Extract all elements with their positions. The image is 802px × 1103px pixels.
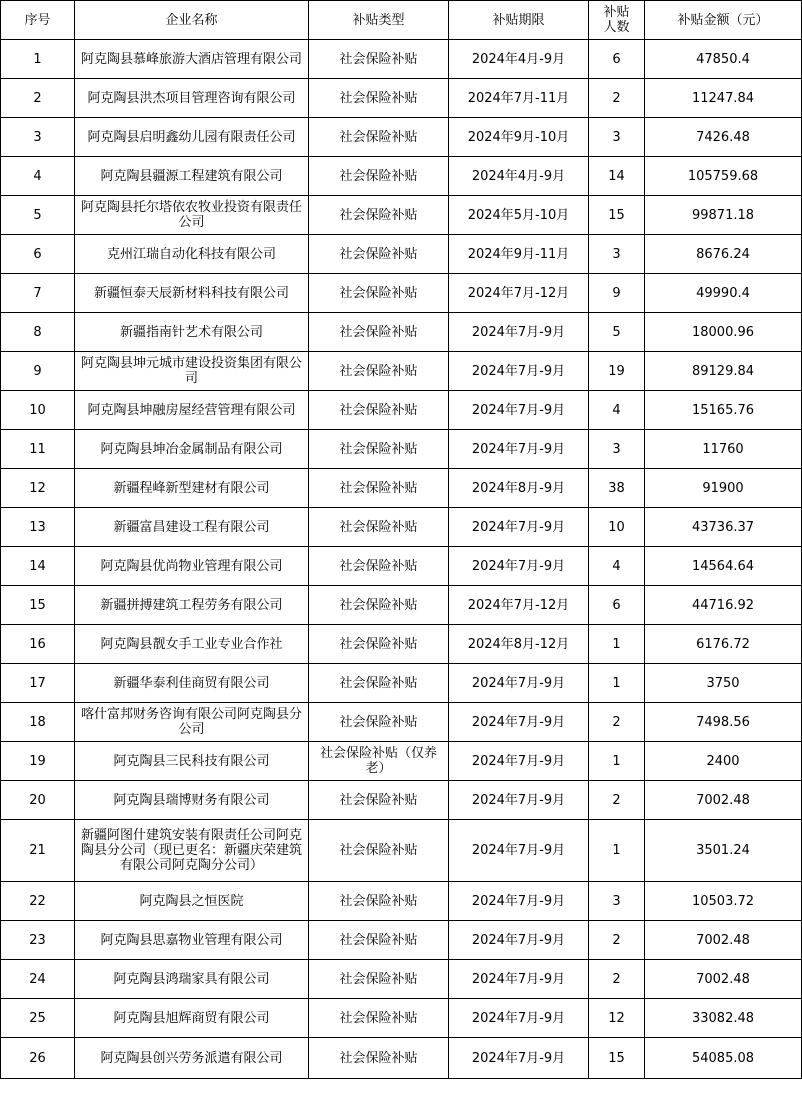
- cell-seq: 12: [1, 469, 75, 508]
- cell-period: 2024年7月-9月: [449, 703, 589, 742]
- cell-type: 社会保险补贴: [309, 157, 449, 196]
- cell-count: 1: [589, 625, 645, 664]
- cell-company: 阿克陶县思嘉物业管理有限公司: [75, 921, 309, 960]
- table-row: [1, 742, 802, 781]
- cell-period: 2024年7月-9月: [449, 508, 589, 547]
- cell-type: 社会保险补贴: [309, 118, 449, 157]
- cell-seq: 16: [1, 625, 75, 664]
- cell-period: 2024年7月-9月: [449, 742, 589, 781]
- cell-period: 2024年8月-12月: [449, 625, 589, 664]
- cell-seq: 7: [1, 274, 75, 313]
- cell-type: 社会保险补贴: [309, 1038, 449, 1079]
- cell-company: 新疆拼搏建筑工程劳务有限公司: [75, 586, 309, 625]
- cell-amount: 2400: [645, 742, 802, 781]
- cell-period: 2024年7月-9月: [449, 547, 589, 586]
- cell-type: 社会保险补贴: [309, 625, 449, 664]
- cell-company: 阿克陶县托尔塔依农牧业投资有限责任公司: [75, 196, 309, 235]
- cell-type: 社会保险补贴: [309, 469, 449, 508]
- table-header: [1, 1, 802, 40]
- table-row: [1, 352, 802, 391]
- cell-amount: 7426.48: [645, 118, 802, 157]
- header-count-line1: 补贴: [603, 5, 630, 20]
- cell-type: 社会保险补贴: [309, 391, 449, 430]
- cell-seq: 15: [1, 586, 75, 625]
- cell-seq: 24: [1, 960, 75, 999]
- cell-count: 38: [589, 469, 645, 508]
- cell-type: 社会保险补贴: [309, 274, 449, 313]
- cell-period: 2024年7月-12月: [449, 274, 589, 313]
- cell-amount: 11760: [645, 430, 802, 469]
- cell-type: 社会保险补贴: [309, 664, 449, 703]
- cell-period: 2024年7月-9月: [449, 430, 589, 469]
- cell-count: 10: [589, 508, 645, 547]
- cell-period: 2024年7月-9月: [449, 781, 589, 820]
- table-row: [1, 157, 802, 196]
- header-type: 补贴类型: [309, 1, 449, 40]
- cell-count: 3: [589, 235, 645, 274]
- table-row: [1, 118, 802, 157]
- cell-count: 3: [589, 430, 645, 469]
- cell-count: 19: [589, 352, 645, 391]
- table-row: [1, 703, 802, 742]
- cell-company: 新疆指南针艺术有限公司: [75, 313, 309, 352]
- table-row: [1, 430, 802, 469]
- cell-count: 1: [589, 664, 645, 703]
- cell-company: 阿克陶县坤元城市建设投资集团有限公司: [75, 352, 309, 391]
- table-row: [1, 1038, 802, 1079]
- cell-type: 社会保险补贴: [309, 703, 449, 742]
- cell-type: 社会保险补贴: [309, 586, 449, 625]
- cell-type: 社会保险补贴: [309, 352, 449, 391]
- cell-company: 克州江瑞自动化科技有限公司: [75, 235, 309, 274]
- table-row: [1, 313, 802, 352]
- table-row: [1, 921, 802, 960]
- cell-seq: 25: [1, 999, 75, 1038]
- cell-seq: 21: [1, 820, 75, 882]
- table-row: [1, 40, 802, 79]
- cell-amount: 99871.18: [645, 196, 802, 235]
- cell-seq: 11: [1, 430, 75, 469]
- cell-period: 2024年8月-9月: [449, 469, 589, 508]
- cell-amount: 7002.48: [645, 960, 802, 999]
- cell-period: 2024年7月-9月: [449, 820, 589, 882]
- table-row: [1, 781, 802, 820]
- cell-type: 社会保险补贴: [309, 820, 449, 882]
- cell-type: 社会保险补贴: [309, 40, 449, 79]
- cell-count: 14: [589, 157, 645, 196]
- cell-period: 2024年9月-10月: [449, 118, 589, 157]
- cell-type: 社会保险补贴: [309, 313, 449, 352]
- cell-company: 阿克陶县疆源工程建筑有限公司: [75, 157, 309, 196]
- cell-count: 2: [589, 781, 645, 820]
- cell-count: 2: [589, 960, 645, 999]
- header-company: 企业名称: [75, 1, 309, 40]
- cell-amount: 14564.64: [645, 547, 802, 586]
- cell-seq: 18: [1, 703, 75, 742]
- cell-count: 6: [589, 586, 645, 625]
- cell-period: 2024年4月-9月: [449, 157, 589, 196]
- cell-seq: 2: [1, 79, 75, 118]
- cell-count: 6: [589, 40, 645, 79]
- cell-company: 阿克陶县优尚物业管理有限公司: [75, 547, 309, 586]
- table-row: [1, 391, 802, 430]
- cell-company: 阿克陶县靓女手工业专业合作社: [75, 625, 309, 664]
- cell-count: 3: [589, 882, 645, 921]
- cell-period: 2024年7月-9月: [449, 999, 589, 1038]
- cell-seq: 23: [1, 921, 75, 960]
- cell-seq: 4: [1, 157, 75, 196]
- cell-company: 新疆程峰新型建材有限公司: [75, 469, 309, 508]
- cell-count: 3: [589, 118, 645, 157]
- cell-period: 2024年9月-11月: [449, 235, 589, 274]
- cell-company: 阿克陶县启明鑫幼儿园有限责任公司: [75, 118, 309, 157]
- cell-company: 阿克陶县慕峰旅游大酒店管理有限公司: [75, 40, 309, 79]
- cell-count: 4: [589, 391, 645, 430]
- table-row: [1, 469, 802, 508]
- cell-type: 社会保险补贴: [309, 196, 449, 235]
- cell-amount: 8676.24: [645, 235, 802, 274]
- cell-amount: 18000.96: [645, 313, 802, 352]
- cell-amount: 10503.72: [645, 882, 802, 921]
- table-row: [1, 547, 802, 586]
- cell-seq: 26: [1, 1038, 75, 1079]
- cell-company: 新疆阿图什建筑安装有限责任公司阿克陶县分公司（现已更名：新疆庆荣建筑有限公司阿克陶分公司）: [75, 820, 309, 882]
- cell-type: 社会保险补贴: [309, 960, 449, 999]
- cell-period: 2024年7月-9月: [449, 313, 589, 352]
- cell-period: 2024年7月-9月: [449, 1038, 589, 1079]
- cell-amount: 49990.4: [645, 274, 802, 313]
- cell-seq: 19: [1, 742, 75, 781]
- cell-seq: 10: [1, 391, 75, 430]
- cell-amount: 6176.72: [645, 625, 802, 664]
- cell-count: 2: [589, 921, 645, 960]
- cell-company: 阿克陶县坤冶金属制品有限公司: [75, 430, 309, 469]
- cell-count: 15: [589, 196, 645, 235]
- cell-company: 新疆富昌建设工程有限公司: [75, 508, 309, 547]
- cell-count: 1: [589, 742, 645, 781]
- cell-amount: 7002.48: [645, 781, 802, 820]
- cell-amount: 44716.92: [645, 586, 802, 625]
- cell-seq: 5: [1, 196, 75, 235]
- cell-seq: 22: [1, 882, 75, 921]
- cell-count: 4: [589, 547, 645, 586]
- cell-period: 2024年7月-9月: [449, 882, 589, 921]
- cell-seq: 8: [1, 313, 75, 352]
- cell-seq: 20: [1, 781, 75, 820]
- cell-type: 社会保险补贴（仅养老）: [309, 742, 449, 781]
- table-row: [1, 196, 802, 235]
- cell-amount: 91900: [645, 469, 802, 508]
- cell-seq: 14: [1, 547, 75, 586]
- cell-amount: 11247.84: [645, 79, 802, 118]
- cell-type: 社会保险补贴: [309, 781, 449, 820]
- cell-company: 喀什富邦财务咨询有限公司阿克陶县分公司: [75, 703, 309, 742]
- table-row: [1, 235, 802, 274]
- cell-amount: 7498.56: [645, 703, 802, 742]
- cell-period: 2024年7月-9月: [449, 664, 589, 703]
- header-row: [1, 1, 802, 40]
- table-row: [1, 664, 802, 703]
- cell-count: 12: [589, 999, 645, 1038]
- cell-type: 社会保险补贴: [309, 921, 449, 960]
- cell-amount: 43736.37: [645, 508, 802, 547]
- cell-count: 9: [589, 274, 645, 313]
- cell-type: 社会保险补贴: [309, 999, 449, 1038]
- table-body: [1, 40, 802, 1079]
- cell-count: 5: [589, 313, 645, 352]
- cell-amount: 47850.4: [645, 40, 802, 79]
- cell-period: 2024年7月-11月: [449, 79, 589, 118]
- table-row: [1, 508, 802, 547]
- cell-company: 阿克陶县坤融房屋经营管理有限公司: [75, 391, 309, 430]
- header-period: 补贴期限: [449, 1, 589, 40]
- cell-company: 新疆华泰利佳商贸有限公司: [75, 664, 309, 703]
- table-row: [1, 625, 802, 664]
- cell-company: 阿克陶县洪杰项目管理咨询有限公司: [75, 79, 309, 118]
- cell-count: 15: [589, 1038, 645, 1079]
- cell-amount: 54085.08: [645, 1038, 802, 1079]
- cell-company: 新疆恒泰天辰新材料科技有限公司: [75, 274, 309, 313]
- cell-seq: 6: [1, 235, 75, 274]
- cell-period: 2024年7月-9月: [449, 921, 589, 960]
- cell-seq: 3: [1, 118, 75, 157]
- cell-amount: 15165.76: [645, 391, 802, 430]
- cell-seq: 13: [1, 508, 75, 547]
- table-row: [1, 960, 802, 999]
- cell-type: 社会保险补贴: [309, 508, 449, 547]
- table-row: [1, 274, 802, 313]
- cell-amount: 89129.84: [645, 352, 802, 391]
- header-count: [589, 1, 645, 40]
- cell-period: 2024年5月-10月: [449, 196, 589, 235]
- cell-company: 阿克陶县瑞博财务有限公司: [75, 781, 309, 820]
- cell-period: 2024年7月-9月: [449, 391, 589, 430]
- cell-company: 阿克陶县三民科技有限公司: [75, 742, 309, 781]
- cell-seq: 17: [1, 664, 75, 703]
- cell-period: 2024年4月-9月: [449, 40, 589, 79]
- cell-period: 2024年7月-12月: [449, 586, 589, 625]
- cell-count: 2: [589, 703, 645, 742]
- cell-type: 社会保险补贴: [309, 79, 449, 118]
- cell-company: 阿克陶县创兴劳务派遣有限公司: [75, 1038, 309, 1079]
- table-row: [1, 882, 802, 921]
- cell-period: 2024年7月-9月: [449, 960, 589, 999]
- table-row: [1, 79, 802, 118]
- header-count-line2: 人数: [603, 20, 630, 35]
- header-amount: 补贴金额（元）: [645, 1, 802, 40]
- header-seq: 序号: [1, 1, 75, 40]
- cell-period: 2024年7月-9月: [449, 352, 589, 391]
- cell-type: 社会保险补贴: [309, 547, 449, 586]
- cell-amount: 33082.48: [645, 999, 802, 1038]
- table-row: [1, 820, 802, 882]
- cell-company: 阿克陶县旭辉商贸有限公司: [75, 999, 309, 1038]
- cell-seq: 9: [1, 352, 75, 391]
- table-row: [1, 999, 802, 1038]
- cell-amount: 105759.68: [645, 157, 802, 196]
- table-row: [1, 586, 802, 625]
- cell-count: 1: [589, 820, 645, 882]
- cell-amount: 3501.24: [645, 820, 802, 882]
- cell-type: 社会保险补贴: [309, 235, 449, 274]
- cell-type: 社会保险补贴: [309, 882, 449, 921]
- cell-company: 阿克陶县之恒医院: [75, 882, 309, 921]
- cell-type: 社会保险补贴: [309, 430, 449, 469]
- cell-seq: 1: [1, 40, 75, 79]
- cell-count: 2: [589, 79, 645, 118]
- cell-company: 阿克陶县鸿瑞家具有限公司: [75, 960, 309, 999]
- cell-amount: 7002.48: [645, 921, 802, 960]
- cell-amount: 3750: [645, 664, 802, 703]
